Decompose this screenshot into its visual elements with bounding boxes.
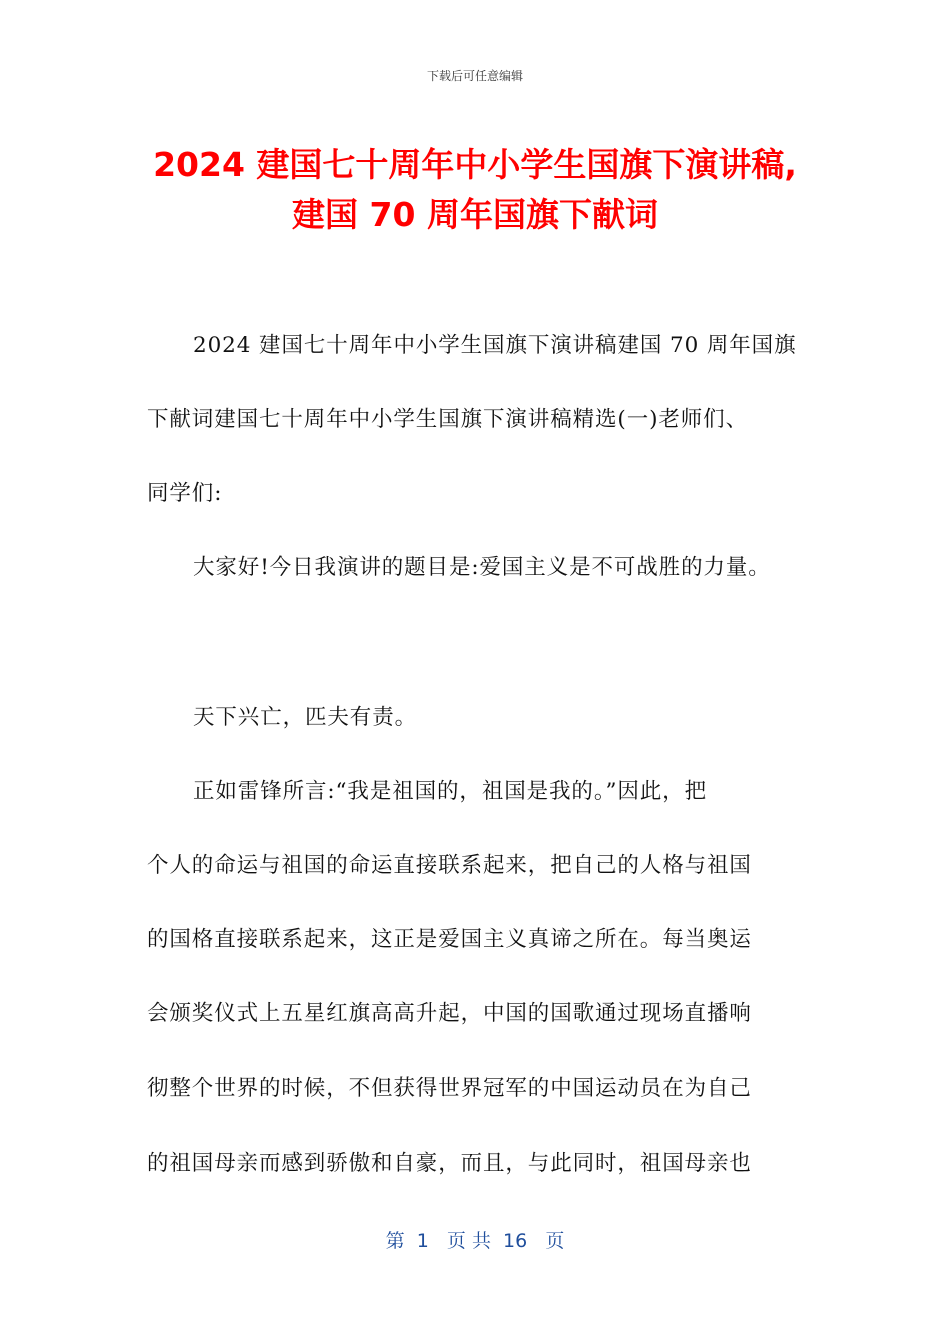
body-line: 同学们: [147,481,223,506]
body-line: 下献词建国七十周年中小学生国旗下演讲稿精选(一)老师们、 [147,407,748,432]
header-note: 下载后可任意编辑 [426,69,523,83]
body-line: 彻整个世界的时候，不但获得世界冠军的中国运动员在为自己 [147,1076,752,1101]
body-line: 的祖国母亲而感到骄傲和自豪，而且，与此同时，祖国母亲也 [147,1151,752,1176]
body-line: 的国格直接联系起来，这正是爱国主义真谛之所在。每当奥运 [147,927,752,952]
title-line-2: 建国 70 周年国旗下献词 [292,195,658,234]
body-line: 天下兴亡，匹夫有责。 [193,705,418,730]
page-footer: 第 1 页 共 16 页 [385,1230,565,1252]
body-line: 正如雷锋所言:“我是祖国的，祖国是我的。”因此，把 [193,779,707,804]
document-title [100,140,850,240]
body-line: 个人的命运与祖国的命运直接联系起来，把自己的人格与祖国 [147,853,752,878]
body-line: 2024 建国七十周年中小学生国旗下演讲稿建国 70 周年国旗 [193,333,797,358]
body-line: 会颁奖仪式上五星红旗高高升起，中国的国歌通过现场直播响 [147,1001,752,1026]
body-line: 大家好!今日我演讲的题目是:爱国主义是不可战胜的力量。 [193,555,771,580]
title-line-1: 2024 建国七十周年中小学生国旗下演讲稿, [153,145,797,184]
